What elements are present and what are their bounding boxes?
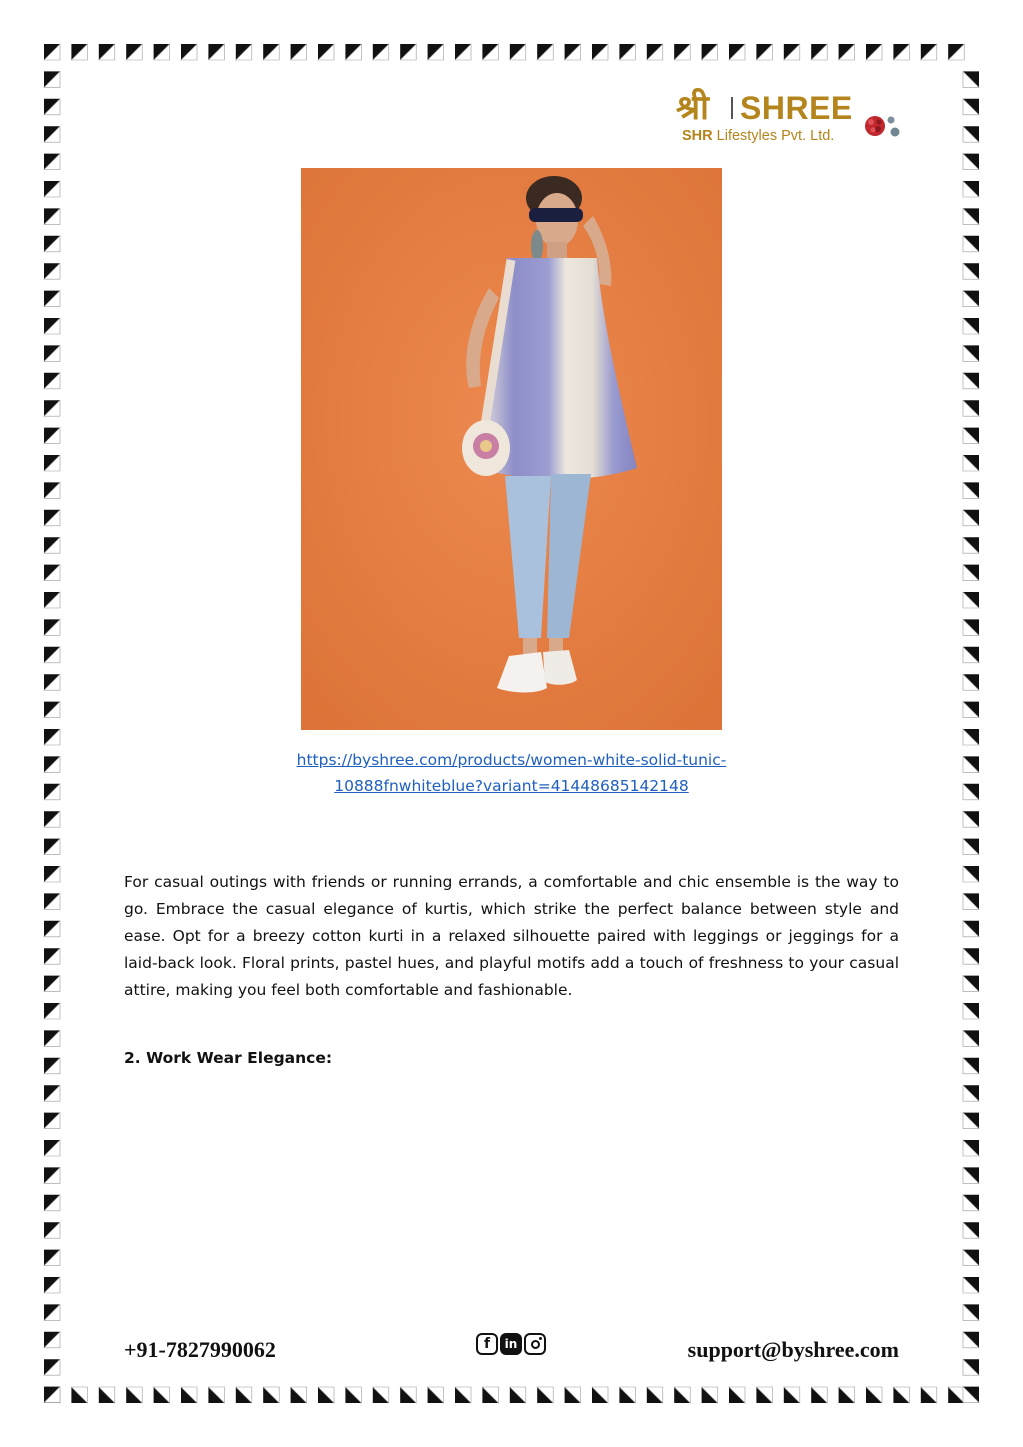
- brand-logo: [676, 88, 906, 150]
- logo-flower-icon: [862, 108, 906, 142]
- facebook-icon[interactable]: f: [476, 1333, 498, 1355]
- social-icons: [476, 1333, 546, 1359]
- logo-company-name: SHR Lifestyles Pvt. Ltd.: [682, 128, 835, 144]
- logo-name: SHREE: [740, 90, 853, 126]
- instagram-icon[interactable]: [524, 1333, 546, 1355]
- body-paragraph: For casual outings with friends or running errands, a comfortable and chic ensemble is the way to go. Embrace the casual elegance of kurtis, which strike the perfect balance between style and ease. Opt for a breezy cotton kurti in a relaxed silhouette paired with leggings or jeggings for a laid-back look. Floral prints, pastel hues, and playful motifs add a touch of freshness to your casual attire, making you feel both comfortable and fashionable.: [124, 872, 899, 1000]
- footer-phone: +91-7827990062: [124, 1337, 276, 1362]
- product-photo: [301, 168, 722, 730]
- product-link-line-2[interactable]: 10888fnwhiteblue?variant=41448685142148: [334, 777, 689, 795]
- section-heading: 2. Work Wear Elegance:: [124, 1049, 333, 1067]
- product-link-line-1[interactable]: https://byshree.com/products/women-white-solid-tunic-: [296, 751, 727, 769]
- logo-divider: [731, 97, 733, 119]
- footer-email: support@byshree.com: [687, 1337, 899, 1362]
- linkedin-icon[interactable]: in: [500, 1333, 522, 1355]
- logo-devanagari: श्री: [676, 88, 709, 128]
